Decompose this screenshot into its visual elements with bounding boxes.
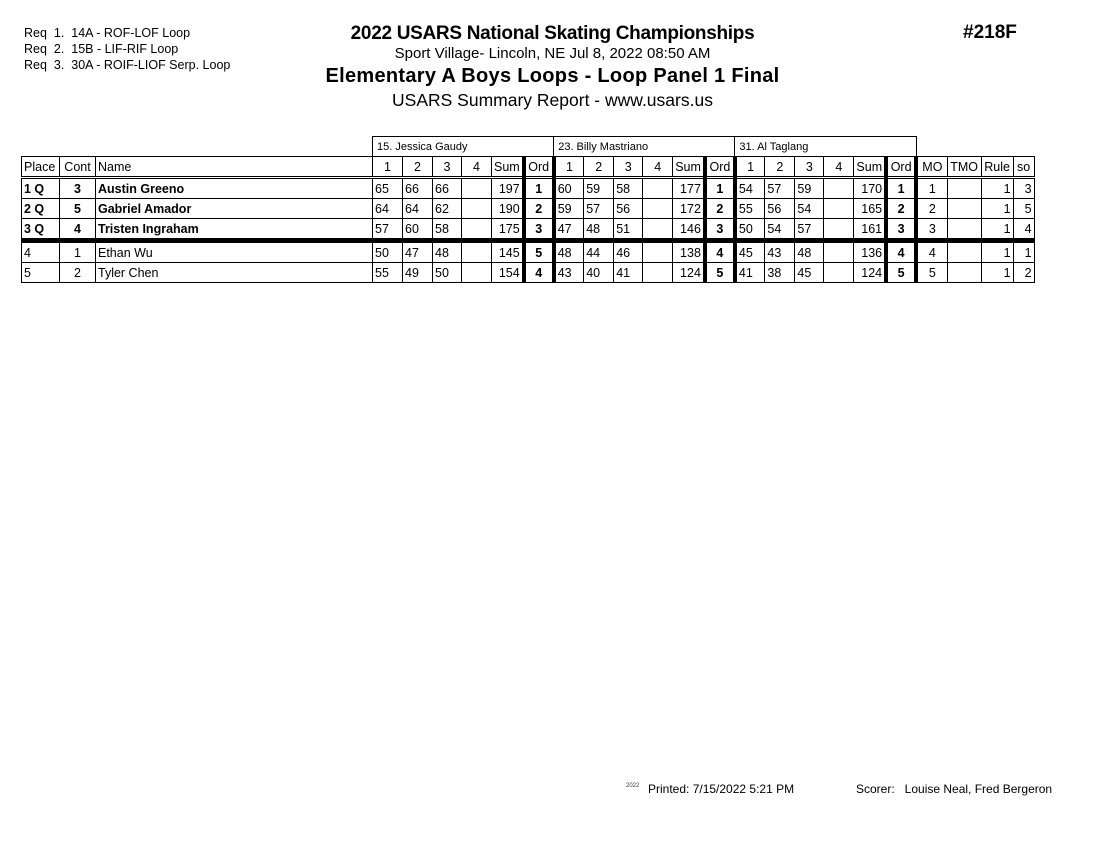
mo-cell: 4 [916, 241, 947, 263]
score-2-cell: 47 [403, 241, 433, 263]
col-j3-ord: Ord [886, 157, 916, 178]
score-4-cell [643, 219, 673, 241]
rule-cell: 1 [981, 219, 1013, 241]
requirement-3: Req 3. 30A - ROIF-LIOF Serp. Loop [24, 58, 231, 72]
col-j3-1: 1 [735, 157, 765, 178]
col-tmo: TMO [947, 157, 981, 178]
score-2-cell: 49 [403, 263, 433, 283]
place-cell: 3 Q [22, 219, 60, 241]
ord-cell: 1 [524, 178, 554, 199]
ord-cell: 1 [705, 178, 735, 199]
ord-cell: 3 [886, 219, 916, 241]
score-2-cell: 43 [765, 241, 795, 263]
rule-cell: 1 [981, 199, 1013, 219]
col-j1-1: 1 [373, 157, 403, 178]
rule-cell: 1 [981, 241, 1013, 263]
ord-cell: 5 [524, 241, 554, 263]
score-4-cell [824, 178, 854, 199]
score-4-cell [643, 263, 673, 283]
event-number: #218F [963, 22, 1017, 43]
col-cont: Cont [60, 157, 96, 178]
score-1-cell: 47 [554, 219, 584, 241]
col-rule: Rule [981, 157, 1013, 178]
col-j2-ord: Ord [705, 157, 735, 178]
cont-cell: 5 [60, 199, 96, 219]
score-4-cell [462, 219, 492, 241]
judge-3-name: 31. Al Taglang [735, 137, 916, 157]
tmo-cell [947, 178, 981, 199]
cont-cell: 2 [60, 263, 96, 283]
ord-cell: 2 [886, 199, 916, 219]
mo-cell: 2 [916, 199, 947, 219]
name-cell: Gabriel Amador [96, 199, 373, 219]
sum-cell: 136 [854, 241, 886, 263]
score-4-cell [643, 178, 673, 199]
score-3-cell: 62 [433, 199, 462, 219]
col-j1-3: 3 [433, 157, 462, 178]
col-place: Place [22, 157, 60, 178]
score-4-cell [462, 263, 492, 283]
sum-cell: 138 [673, 241, 705, 263]
footer-mark: 2022 [626, 783, 640, 789]
score-3-cell: 58 [433, 219, 462, 241]
score-3-cell: 45 [795, 263, 824, 283]
score-4-cell [462, 178, 492, 199]
results-table [21, 136, 1035, 283]
sum-cell: 124 [854, 263, 886, 283]
score-4-cell [462, 199, 492, 219]
so-cell: 4 [1013, 219, 1034, 241]
table-row [22, 178, 1035, 199]
col-j3-4: 4 [824, 157, 854, 178]
cont-cell: 3 [60, 178, 96, 199]
results-body [22, 178, 1035, 283]
score-4-cell [462, 241, 492, 263]
score-3-cell: 48 [795, 241, 824, 263]
ord-cell: 5 [705, 263, 735, 283]
score-3-cell: 46 [614, 241, 643, 263]
col-j2-1: 1 [554, 157, 584, 178]
tmo-cell [947, 241, 981, 263]
cont-cell: 1 [60, 241, 96, 263]
col-j3-2: 2 [765, 157, 795, 178]
ord-cell: 2 [524, 199, 554, 219]
table-row [22, 263, 1035, 283]
score-3-cell: 41 [614, 263, 643, 283]
score-2-cell: 57 [584, 199, 614, 219]
sum-cell: 197 [492, 178, 524, 199]
so-cell: 2 [1013, 263, 1034, 283]
sum-cell: 124 [673, 263, 705, 283]
sum-cell: 146 [673, 219, 705, 241]
judge-header-row [22, 137, 1035, 157]
rule-cell: 1 [981, 178, 1013, 199]
report-subtitle: USARS Summary Report - www.usars.us [392, 90, 713, 110]
score-2-cell: 48 [584, 219, 614, 241]
ord-cell: 3 [524, 219, 554, 241]
place-cell: 2 Q [22, 199, 60, 219]
sum-cell: 145 [492, 241, 524, 263]
table-row [22, 241, 1035, 263]
printed-timestamp: Printed: 7/15/2022 5:21 PM [648, 782, 795, 796]
score-4-cell [824, 241, 854, 263]
score-1-cell: 43 [554, 263, 584, 283]
score-1-cell: 48 [554, 241, 584, 263]
score-3-cell: 51 [614, 219, 643, 241]
ord-cell: 5 [886, 263, 916, 283]
score-2-cell: 40 [584, 263, 614, 283]
so-cell: 1 [1013, 241, 1034, 263]
ord-cell: 1 [886, 178, 916, 199]
name-cell: Tristen Ingraham [96, 219, 373, 241]
score-3-cell: 56 [614, 199, 643, 219]
so-cell: 5 [1013, 199, 1034, 219]
name-cell: Tyler Chen [96, 263, 373, 283]
col-j2-3: 3 [614, 157, 643, 178]
score-1-cell: 59 [554, 199, 584, 219]
score-1-cell: 50 [735, 219, 765, 241]
place-cell: 4 [22, 241, 60, 263]
score-1-cell: 65 [373, 178, 403, 199]
score-1-cell: 55 [735, 199, 765, 219]
ord-cell: 2 [705, 199, 735, 219]
score-4-cell [824, 199, 854, 219]
so-cell: 3 [1013, 178, 1034, 199]
score-4-cell [643, 241, 673, 263]
sum-cell: 172 [673, 199, 705, 219]
score-2-cell: 64 [403, 199, 433, 219]
col-mo: MO [916, 157, 947, 178]
sum-cell: 154 [492, 263, 524, 283]
col-j3-3: 3 [795, 157, 824, 178]
score-1-cell: 54 [735, 178, 765, 199]
mo-cell: 1 [916, 178, 947, 199]
score-4-cell [643, 199, 673, 219]
table-row [22, 219, 1035, 241]
report-header [280, 22, 825, 110]
score-1-cell: 41 [735, 263, 765, 283]
score-2-cell: 54 [765, 219, 795, 241]
event-title: Elementary A Boys Loops - Loop Panel 1 Final [325, 65, 780, 87]
sum-cell: 175 [492, 219, 524, 241]
col-j2-sum: Sum [673, 157, 705, 178]
score-2-cell: 66 [403, 178, 433, 199]
name-cell: Austin Greeno [96, 178, 373, 199]
score-3-cell: 59 [795, 178, 824, 199]
col-j2-2: 2 [584, 157, 614, 178]
score-1-cell: 50 [373, 241, 403, 263]
score-1-cell: 45 [735, 241, 765, 263]
requirement-2: Req 2. 15B - LIF-RIF Loop [24, 42, 179, 56]
tmo-cell [947, 199, 981, 219]
championship-title: 2022 USARS National Skating Championships [350, 23, 755, 44]
col-j1-2: 2 [403, 157, 433, 178]
score-1-cell: 60 [554, 178, 584, 199]
mo-cell: 3 [916, 219, 947, 241]
score-3-cell: 58 [614, 178, 643, 199]
score-1-cell: 64 [373, 199, 403, 219]
score-3-cell: 48 [433, 241, 462, 263]
sum-cell: 170 [854, 178, 886, 199]
ord-cell: 4 [886, 241, 916, 263]
ord-cell: 4 [705, 241, 735, 263]
judge-2-name: 23. Billy Mastriano [554, 137, 735, 157]
requirements-list [24, 25, 230, 73]
name-cell: Ethan Wu [96, 241, 373, 263]
score-2-cell: 59 [584, 178, 614, 199]
column-header-row [22, 157, 1035, 178]
col-j1-ord: Ord [524, 157, 554, 178]
ord-cell: 4 [524, 263, 554, 283]
col-so: so [1013, 157, 1034, 178]
score-4-cell [824, 219, 854, 241]
requirement-1: Req 1. 14A - ROF-LOF Loop [24, 26, 191, 40]
judge-1-name: 15. Jessica Gaudy [373, 137, 554, 157]
score-3-cell: 66 [433, 178, 462, 199]
mo-cell: 5 [916, 263, 947, 283]
sum-cell: 161 [854, 219, 886, 241]
table-row [22, 199, 1035, 219]
rule-cell: 1 [981, 263, 1013, 283]
col-j1-4: 4 [462, 157, 492, 178]
score-3-cell: 50 [433, 263, 462, 283]
ord-cell: 3 [705, 219, 735, 241]
tmo-cell [947, 219, 981, 241]
score-2-cell: 60 [403, 219, 433, 241]
cont-cell: 4 [60, 219, 96, 241]
score-4-cell [824, 263, 854, 283]
score-1-cell: 55 [373, 263, 403, 283]
sum-cell: 165 [854, 199, 886, 219]
place-cell: 5 [22, 263, 60, 283]
sum-cell: 177 [673, 178, 705, 199]
venue-datetime: Sport Village- Lincoln, NE Jul 8, 2022 08:50 AM [394, 45, 711, 62]
score-3-cell: 57 [795, 219, 824, 241]
tmo-cell [947, 263, 981, 283]
place-cell: 1 Q [22, 178, 60, 199]
score-1-cell: 57 [373, 219, 403, 241]
score-2-cell: 44 [584, 241, 614, 263]
score-2-cell: 57 [765, 178, 795, 199]
score-2-cell: 56 [765, 199, 795, 219]
col-j3-sum: Sum [854, 157, 886, 178]
scorer-names: Scorer: Louise Neal, Fred Bergeron [856, 782, 1053, 796]
col-j1-sum: Sum [492, 157, 524, 178]
score-2-cell: 38 [765, 263, 795, 283]
col-j2-4: 4 [643, 157, 673, 178]
col-name: Name [96, 157, 373, 178]
sum-cell: 190 [492, 199, 524, 219]
score-3-cell: 54 [795, 199, 824, 219]
